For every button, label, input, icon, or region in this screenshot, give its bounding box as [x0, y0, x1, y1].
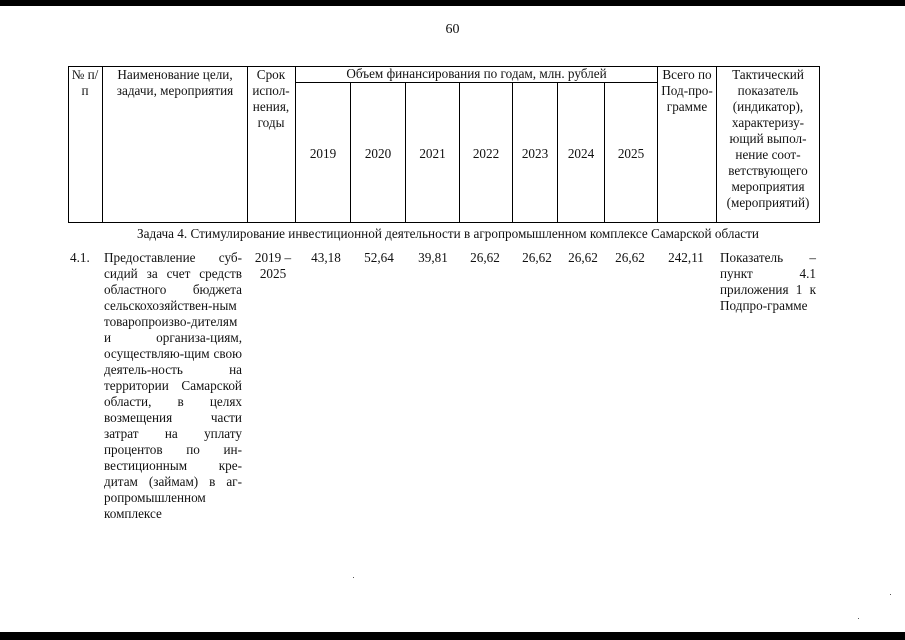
row-term: 2019 – 2025 — [254, 250, 292, 281]
year-2025: 2025 — [617, 146, 645, 161]
value-2019: 43,18 — [311, 250, 341, 265]
header-total: Всего по Под-про-грамме — [661, 67, 713, 114]
row-indicator: Показатель – пункт 4.1 приложения 1 к Подпро-грамме — [720, 250, 816, 313]
value-2022: 26,62 — [470, 250, 500, 265]
header-term: Срок испол-нения, годы — [252, 67, 290, 130]
scan-speck — [353, 577, 354, 578]
row-name: Предоставление суб-сидий за счет средств областного бюджета сельскохозяйствен-ным товаропроизво-дителям и организа-циям, осуществляю-щим свою деятель-ность на территории Самарской области, в целях возмещения части затрат на уплату процентов по ин-вестиционным кре-дитам (займам) в аг-ропромышленном комплексе — [104, 250, 242, 521]
row-number: 4.1. — [70, 250, 90, 265]
value-2023: 26,62 — [522, 250, 552, 265]
column-divider — [295, 66, 296, 223]
table-right-line — [819, 66, 820, 223]
header-name: Наименование цели, задачи, мероприятия — [116, 67, 234, 98]
table-header-bottom-line — [68, 222, 820, 223]
column-divider — [716, 66, 717, 223]
year-2023: 2023 — [521, 146, 549, 161]
year-2021: 2021 — [419, 146, 446, 161]
value-2021: 39,81 — [418, 250, 448, 265]
task-title: Задача 4. Стимулирование инвестиционной деятельности в агропромышленном комплексе Самарской области — [137, 226, 759, 241]
top-border-bar — [0, 0, 905, 6]
value-total: 242,11 — [668, 250, 704, 265]
column-divider — [657, 66, 658, 223]
header-funding: Объем финансирования по годам, млн. рублей — [346, 66, 607, 81]
value-2025: 26,62 — [615, 250, 645, 265]
column-divider — [102, 66, 103, 223]
year-2020: 2020 — [364, 146, 392, 161]
table-left-line — [68, 66, 69, 223]
year-2022: 2022 — [472, 146, 500, 161]
column-divider — [247, 66, 248, 223]
header-indicator: Тактический показатель (индикатор), характеризу-ющий выпол-нение соот-ветствующего мероприятия (мероприятий) — [726, 67, 810, 210]
year-2024: 2024 — [567, 146, 595, 161]
scan-speck — [890, 594, 891, 595]
page-number: 60 — [445, 22, 460, 37]
scan-speck — [858, 618, 859, 619]
value-2024: 26,62 — [568, 250, 598, 265]
header-number: № п/п — [71, 67, 99, 98]
value-2020: 52,64 — [364, 250, 394, 265]
bottom-border-bar — [0, 632, 905, 640]
year-2019: 2019 — [309, 146, 337, 161]
